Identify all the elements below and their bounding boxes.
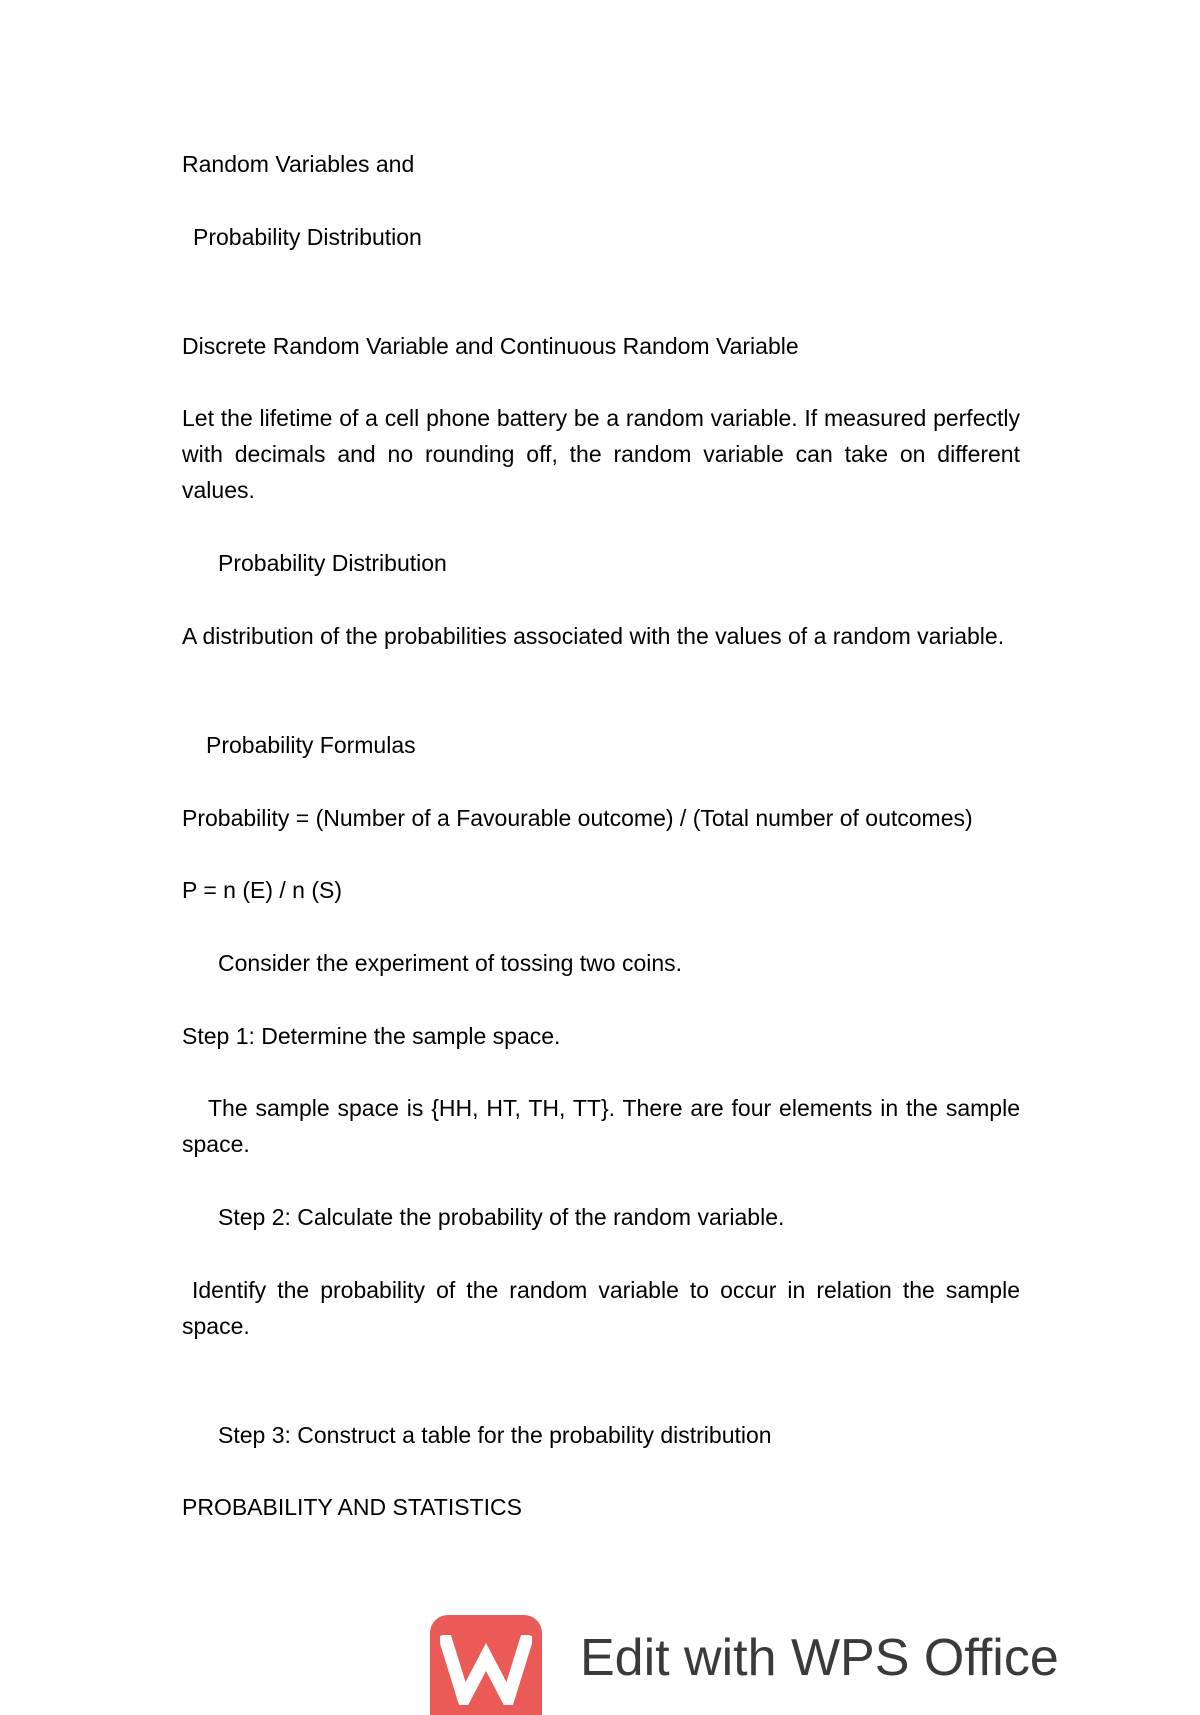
- identify-paragraph: Identify the probability of the random variable to occur in relation the sample space.: [182, 1277, 1020, 1339]
- step-3: Step 3: Construct a table for the probability distribution: [218, 1422, 772, 1448]
- title-line-1: Random Variables and: [182, 151, 415, 177]
- wps-banner-text[interactable]: Edit with WPS Office: [580, 1629, 1059, 1687]
- sample-space-paragraph: The sample space is {HH, HT, TH, TT}. There are four elements in the sample space.: [182, 1095, 1020, 1157]
- section-heading: Discrete Random Variable and Continuous Random Variable: [182, 333, 799, 359]
- step-2: Step 2: Calculate the probability of the random variable.: [218, 1204, 785, 1230]
- formula-words: Probability = (Number of a Favourable outcome) / (Total number of outcomes): [182, 805, 973, 831]
- title-line-2: Probability Distribution: [193, 224, 422, 250]
- step-1: Step 1: Determine the sample space.: [182, 1023, 561, 1049]
- prob-dist-definition: A distribution of the probabilities associated with the values of a random variable.: [182, 623, 1005, 649]
- experiment-intro: Consider the experiment of tossing two coins.: [218, 950, 683, 976]
- prob-dist-heading: Probability Distribution: [218, 550, 447, 576]
- wps-logo-icon: [430, 1615, 542, 1715]
- subject-footer-text: PROBABILITY AND STATISTICS: [182, 1494, 522, 1520]
- formula-symbols: P = n (E) / n (S): [182, 877, 342, 903]
- battery-paragraph: Let the lifetime of a cell phone battery be a random variable. If measured perfectly with decimals and no rounding off, the random variable can take on different values.: [182, 405, 1020, 503]
- formulas-heading: Probability Formulas: [206, 732, 416, 758]
- wps-edit-banner[interactable]: [430, 1615, 1070, 1697]
